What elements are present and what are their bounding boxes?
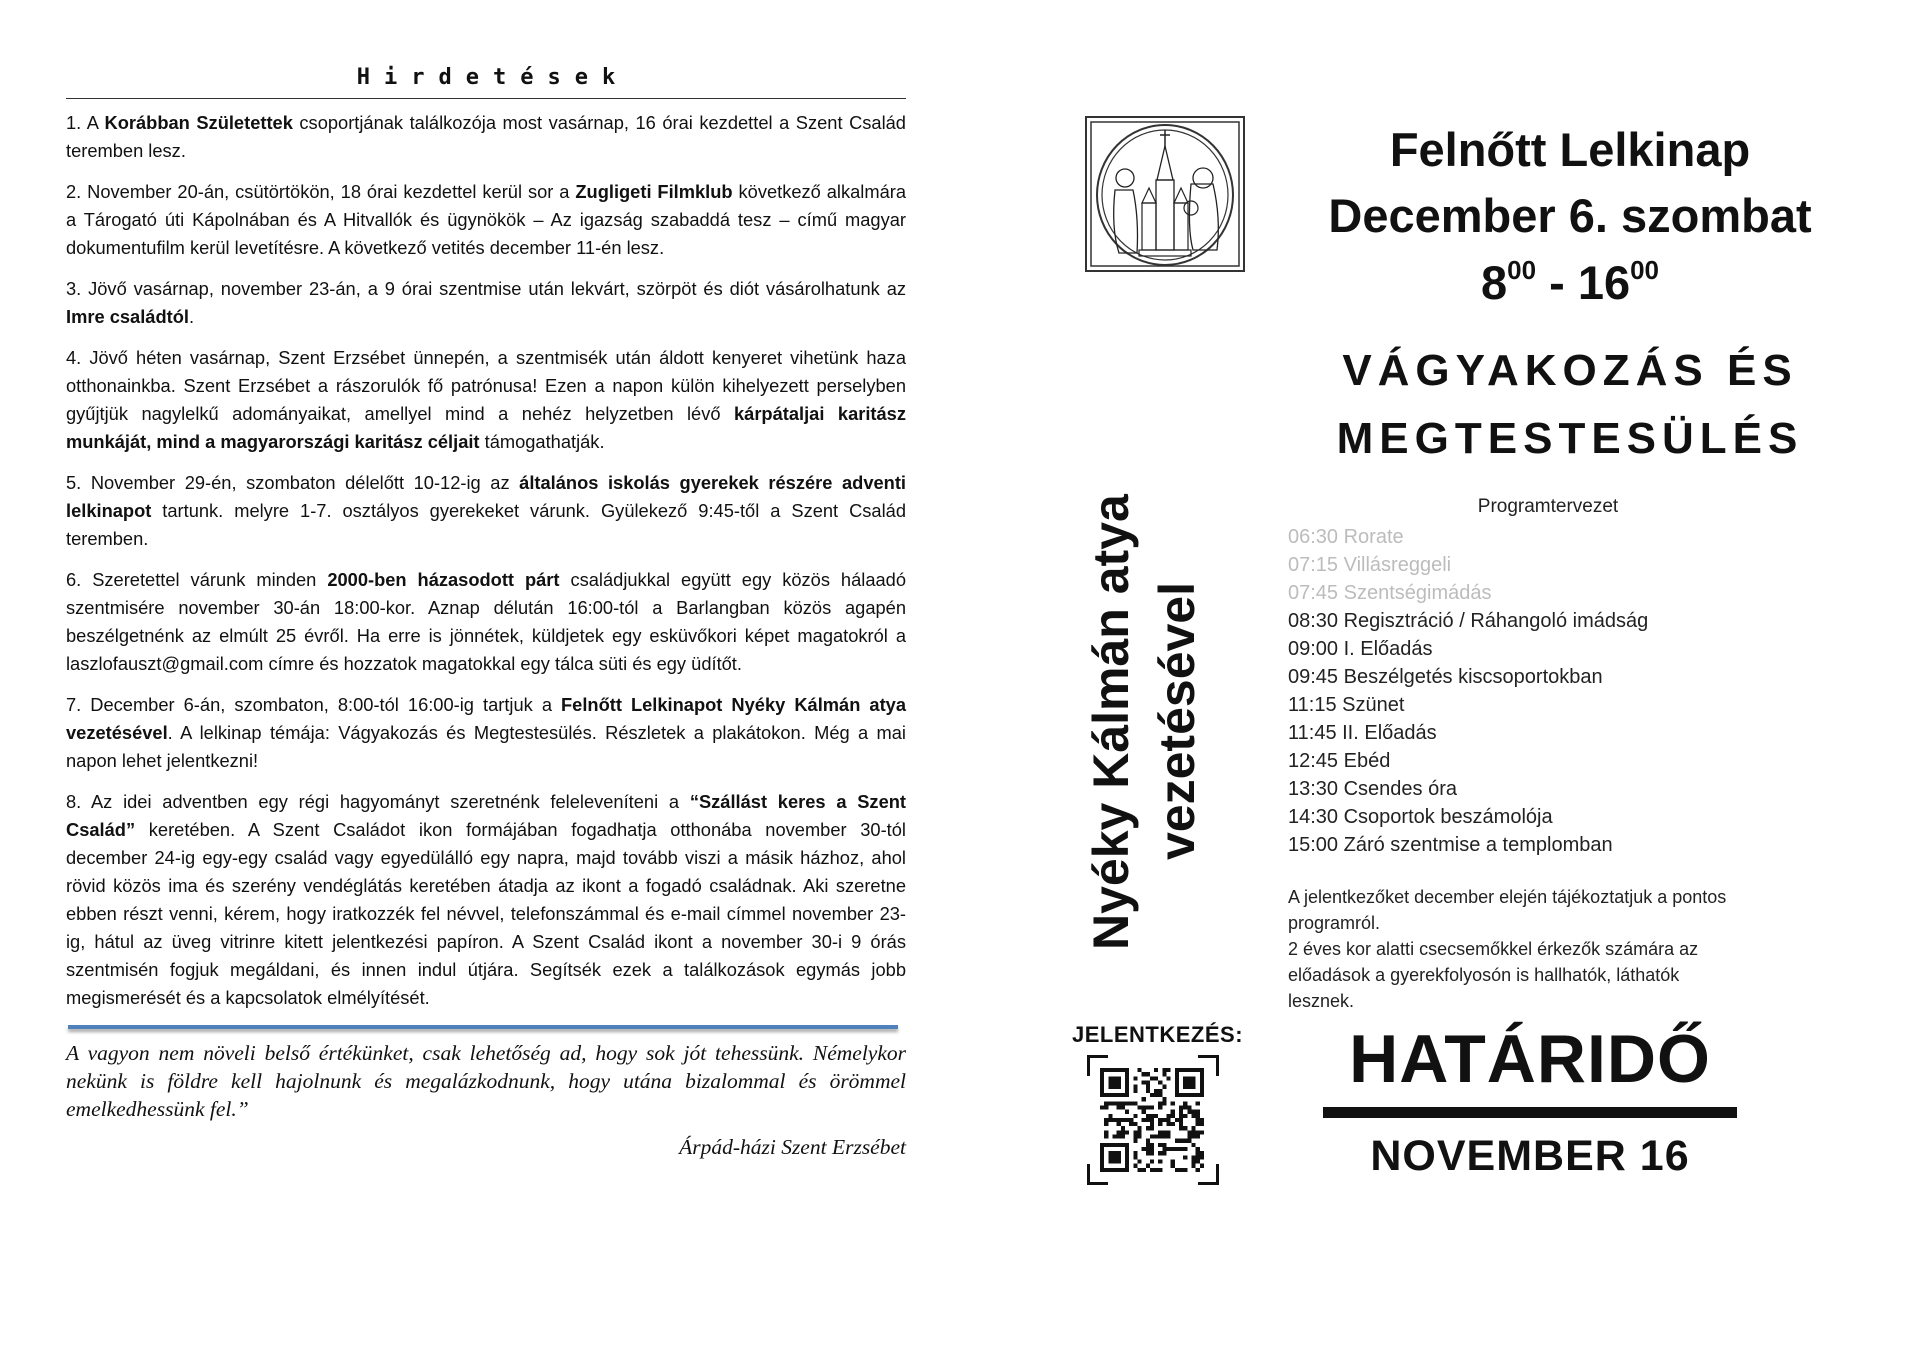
announcement-text: következő alkalmára a Tárogató úti Kápolnában és A Hitvallók és ügynökök – Az igazság szabaddá tesz – című magyar dokumentufilm kerül levetítésre. A következő vetités december 11-én lesz. <box>66 181 907 258</box>
schedule-item: 12:45 Ebéd <box>1288 750 1391 772</box>
announcement-text: keretében. A Szent Családot ikon formájában fogadhatja otthonába november 30-tól december 24-ig egy-egy család vagy egyedülálló egy napra, majd tovább viszi a másik házhoz, ahol rövid közös ima és szerény vendéglátás keretében átadja az ikont a fogadó családnak. Aki szeretne ebben részt venni, kérem, hogy iratkozzék fel névvel, telefonszámmal és e-mail címmel november 23-ig, hátul az üveg vitrinre kitett jelentkezési papíron. A Szent Család ikont a november 30-i 9 órás szentmisén fogjuk megáldani, és innen indul útjára. Segítsék ezek a találkozások egymás jobb megismerését és a kapcsolatok elmélyítését. <box>66 819 906 1008</box>
theme-line-2: MEGTESTESÜLÉS <box>1336 414 1804 463</box>
heading-divider <box>66 98 906 99</box>
schedule-item: 14:30 Csoportok beszámolója <box>1288 806 1553 828</box>
time-start-minutes: 00 <box>1507 255 1537 285</box>
announcement-item <box>66 109 906 165</box>
schedule-item: 13:30 Csendes óra <box>1288 778 1458 800</box>
announcement-text: csoportjának találkozója most vasárnap, 16 órai kezdettel a Szent Család teremben lesz. <box>66 112 906 161</box>
parish-logo <box>1085 116 1245 272</box>
schedule-item: 06:30 Rorate <box>1288 526 1404 548</box>
announcement-emphasis: 2000-ben házasodott párt <box>327 569 560 590</box>
leader-line-2: vezetésével <box>1149 581 1205 860</box>
announcement-text: 2. November 20-án, csütörtökön, 18 órai kezdettel kerül sor a <box>66 181 576 202</box>
announcement-text: tartunk. melyre 1-7. osztályos gyerekeket várunk. Gyülekező 9:45-től a Szent Család teremben. <box>66 500 906 549</box>
announcements-column <box>66 62 906 1160</box>
deadline-label: HATÁRIDŐ <box>1349 1021 1711 1097</box>
announcement-emphasis: Felnőtt Lelkinapot Nyéky Kálmán atya vezetésével <box>66 694 906 743</box>
note-line: A jelentkezőket december elején tájékoztatjuk a pontos <box>1288 887 1727 907</box>
announcement-emphasis: Imre családtól <box>66 306 189 327</box>
poster-date: December 6. szombat <box>1328 189 1812 242</box>
leader-vertical-text <box>1082 390 1282 950</box>
leader-line-1: Nyéky Kálmán atya <box>1083 494 1139 950</box>
announcement-item <box>66 275 906 331</box>
church-holy-family-icon <box>1087 118 1243 270</box>
schedule-item: 07:45 Szentségimádás <box>1288 582 1492 604</box>
announcement-text: 6. Szeretettel várunk minden <box>66 569 328 590</box>
announcement-emphasis: általános iskolás gyerekek részére adventi lelkinapot <box>66 472 906 521</box>
announcements-heading: Hirdetések <box>356 65 630 90</box>
announcement-text: 5. November 29-én, szombaton délelőtt 10-12-ig az <box>66 472 520 493</box>
announcement-text: . A lelkinap témája: Vágyakozás és Megtestesülés. Részletek a plakátokon. Még a mai napon lehet jelentkezni! <box>66 722 906 771</box>
blue-divider <box>68 1025 898 1029</box>
time-start: 8 <box>1480 256 1508 309</box>
announcement-text: 1. A <box>66 112 105 133</box>
announcement-text: 3. Jövő vasárnap, november 23-án, a 9 órai szentmise után lekvárt, szörpöt és diót vásárolhatunk az <box>66 278 906 299</box>
poster-title: Felnőtt Lelkinap <box>1389 123 1751 176</box>
announcement-emphasis: kárpátaljai karitász munkáját, mind a magyarországi karitász céljait <box>66 403 906 452</box>
schedule-item: 11:15 Szünet <box>1288 694 1405 716</box>
announcement-text: 8. Az idei adventben egy régi hagyományt szeretnénk feleleveníteni a <box>66 791 690 812</box>
announcement-list <box>66 109 906 1012</box>
announcement-text: 7. December 6-án, szombaton, 8:00-tól 16:00-ig tartjuk a <box>66 694 562 715</box>
schedule-item: 15:00 Záró szentmise a templomban <box>1288 834 1613 856</box>
announcement-text: 4. Jövő héten vasárnap, Szent Erzsébet ünnepén, a szentmisék után áldott kenyeret vihetünk haza otthonainkba. Szent Erzsébet a rászorulók fő patrónusa! Ezen a napon külön kihelyezett perselyben gyűjtjük nagylelkű adományaikat, amellyel mind a nehéz helyzetben lévő <box>66 347 906 424</box>
announcement-item <box>66 178 906 262</box>
time-end-minutes: 00 <box>1630 255 1660 285</box>
poster-time <box>1270 255 1870 310</box>
note-line: lesznek. <box>1288 991 1355 1011</box>
announcement-item <box>66 566 906 678</box>
quote-author: Árpád-házi Szent Erzsébet <box>679 1135 906 1159</box>
poster-note <box>1288 884 1828 1014</box>
theme-line-1: VÁGYAKOZÁS ÉS <box>1342 346 1798 395</box>
note-line: előadások a gyerekfolyosón is hallhatók, láthatók <box>1288 965 1680 985</box>
registration-label: JELENTKEZÉS: <box>1072 1022 1244 1047</box>
schedule-list <box>1288 523 1648 859</box>
schedule-item: 09:45 Beszélgetés kiscsoportokban <box>1288 666 1603 688</box>
announcement-text: . <box>188 306 195 327</box>
schedule-item: 09:00 I. Előadás <box>1288 638 1433 660</box>
qr-code-icon[interactable] <box>1100 1068 1204 1172</box>
schedule-item: 08:30 Regisztráció / Ráhangoló imádság <box>1288 610 1649 632</box>
note-line: 2 éves kor alatti csecsemőkkel érkezők számára az <box>1288 939 1699 959</box>
note-line: programról. <box>1288 913 1381 933</box>
quote-text: A vagyon nem növeli belső értékünket, csak lehetőség ad, hogy sok jót tehessünk. Némelykor nekünk is földre kell hajolnunk és megalázkodnunk, hogy utána bizalommal és örömmel emelkedhessünk fel.” <box>66 1041 906 1121</box>
announcement-text: támogathatják. <box>479 431 605 452</box>
announcement-text[interactable]: családjukkal együtt egy közös hálaadó szentmisére november 30-án 18:00-kor. Aznap délután 16:00-tól a Barlangban közös agapén beszélgetnénk az elmúlt 25 évről. Ha erre is jönnétek, küldjetek egy esküvőkori képet magatokról a laszlofauszt@gmail.com címre és hozzatok magatokkal egy tálca süti és egy üdítőt. <box>66 569 907 674</box>
program-title: Programtervezet <box>1477 496 1619 517</box>
deadline-date: NOVEMBER 16 <box>1370 1132 1690 1180</box>
time-end: 16 <box>1577 256 1631 309</box>
announcement-item <box>66 344 906 456</box>
announcement-item <box>66 469 906 553</box>
time-separator: - <box>1536 256 1578 309</box>
schedule-item: 11:45 II. Előadás <box>1288 722 1437 744</box>
announcement-emphasis: “Szállást keres a Szent Család” <box>66 791 906 840</box>
deadline-divider <box>1323 1107 1737 1118</box>
schedule-item: 07:15 Villásreggeli <box>1288 554 1452 576</box>
announcement-emphasis: Korábban Születettek <box>104 112 293 133</box>
announcement-emphasis: Zugligeti Filmklub <box>575 181 733 202</box>
announcement-item <box>66 691 906 775</box>
announcement-item <box>66 788 906 1012</box>
